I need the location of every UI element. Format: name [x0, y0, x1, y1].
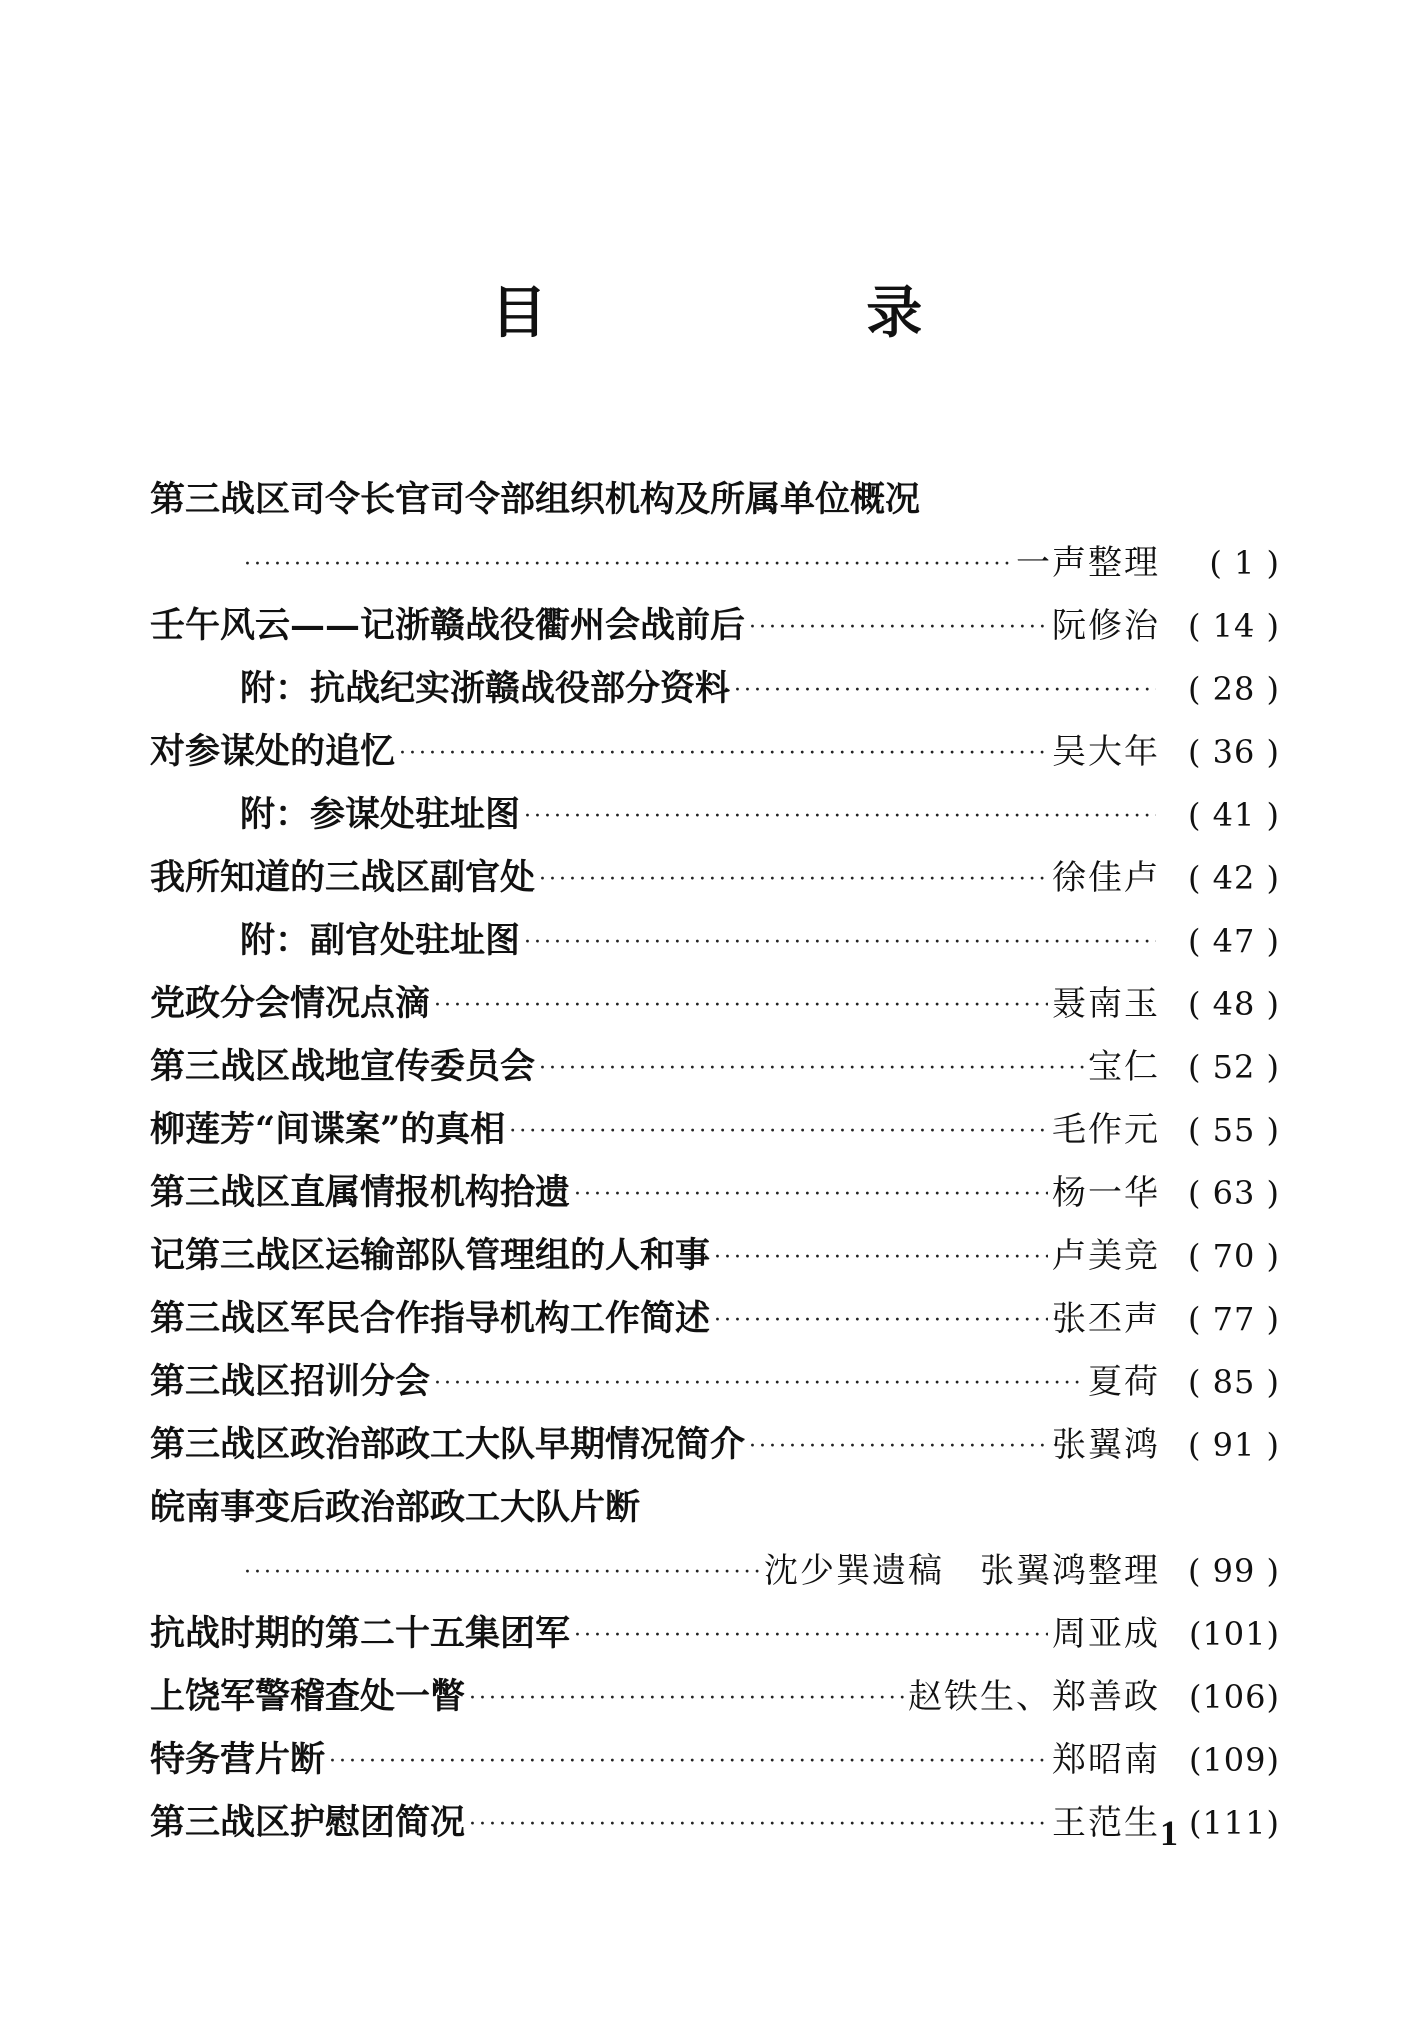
toc-entry-page: ( 48 ) [1187, 985, 1280, 1023]
toc-entry-author: 郑昭南 [1052, 1740, 1160, 1780]
toc-entry [150, 460, 1280, 523]
dot-leader [574, 1621, 1048, 1651]
dot-leader [244, 1558, 760, 1588]
toc-entry-author: 毛作元 [1052, 1110, 1160, 1150]
dot-leader [574, 1180, 1048, 1210]
dot-leader [469, 1684, 904, 1714]
toc-entry-page: ( 99 ) [1187, 1552, 1280, 1590]
toc-entry [150, 1468, 1280, 1531]
page-number: 1 [1160, 1813, 1178, 1853]
toc-entry [150, 649, 1280, 712]
toc-entry [150, 1405, 1280, 1468]
toc-entry [150, 586, 1280, 649]
dot-leader [524, 802, 1156, 832]
toc-entry-page: (111) [1188, 1804, 1280, 1842]
toc-entry [150, 712, 1280, 775]
toc-entry-page: (109) [1188, 1741, 1280, 1779]
toc-entry-author: 卢美竞 [1052, 1236, 1160, 1276]
page-title: 目 录 [490, 280, 1073, 346]
toc-entry-title: 壬午风云——记浙赣战役衢州会战前后 [150, 605, 746, 646]
dot-leader [714, 1243, 1048, 1273]
toc-entry-author: 赵铁生、郑善政 [908, 1677, 1160, 1717]
toc-entry-author: 吴大年 [1052, 732, 1160, 772]
toc-entry [150, 838, 1280, 901]
toc-entry [150, 1027, 1280, 1090]
toc-entry-page: ( 36 ) [1187, 733, 1280, 771]
toc-entry-title: 第三战区政治部政工大队早期情况简介 [150, 1424, 746, 1465]
toc-entry-title: 第三战区直属情报机构拾遗 [150, 1172, 571, 1213]
table-of-contents [150, 460, 1280, 1846]
toc-entry-page: ( 63 ) [1187, 1174, 1280, 1212]
toc-entry-title: 附：副官处驻址图 [240, 920, 521, 961]
dot-leader [329, 1747, 1048, 1777]
toc-entry-author: 阮修治 [1052, 606, 1160, 646]
toc-entry-author: 沈少巽遗稿 张翼鸿整理 [764, 1551, 1160, 1591]
toc-entry [150, 1720, 1280, 1783]
toc-entry-page: ( 55 ) [1187, 1111, 1280, 1149]
toc-entry-page: ( 41 ) [1187, 796, 1280, 834]
dot-leader [714, 1306, 1048, 1336]
toc-entry-title: 第三战区司令长官司令部组织机构及所属单位概况 [150, 479, 921, 520]
dot-leader [244, 550, 1012, 580]
toc-entry-title: 柳莲芳“间谍案”的真相 [150, 1109, 506, 1150]
dot-leader [434, 1369, 1084, 1399]
toc-entry-page: ( 28 ) [1187, 670, 1280, 708]
toc-entry [150, 1153, 1280, 1216]
dot-leader [734, 676, 1156, 706]
toc-entry-author: 周亚成 [1052, 1614, 1160, 1654]
toc-entry-author: 一声整理 [1016, 543, 1160, 583]
dot-leader [399, 739, 1048, 769]
dot-leader [434, 991, 1048, 1021]
toc-entry-page: ( 77 ) [1187, 1300, 1280, 1338]
toc-entry-page: ( 42 ) [1187, 859, 1280, 897]
toc-entry [150, 775, 1280, 838]
toc-entry [150, 1531, 1280, 1594]
toc-entry [150, 964, 1280, 1027]
toc-entry-page: (106) [1188, 1678, 1280, 1716]
toc-entry-title: 对参谋处的追忆 [150, 731, 396, 772]
toc-entry-author: 杨一华 [1052, 1173, 1160, 1213]
toc-entry-title: 特务营片断 [150, 1739, 326, 1780]
toc-entry [150, 1783, 1280, 1846]
toc-entry-page: ( 52 ) [1187, 1048, 1280, 1086]
toc-entry-author: 聂南玉 [1052, 984, 1160, 1024]
toc-entry-author: 夏荷 [1088, 1362, 1160, 1402]
dot-leader [539, 865, 1048, 895]
toc-entry-page: (101) [1188, 1615, 1280, 1653]
toc-entry-author: 徐佳卢 [1052, 858, 1160, 898]
toc-entry-page: ( 1 ) [1209, 544, 1280, 582]
dot-leader [469, 1810, 1048, 1840]
toc-entry-author: 宝仁 [1088, 1047, 1160, 1087]
toc-entry-title: 第三战区战地宣传委员会 [150, 1046, 536, 1087]
toc-entry-title: 抗战时期的第二十五集团军 [150, 1613, 571, 1654]
toc-entry [150, 1216, 1280, 1279]
toc-entry [150, 523, 1280, 586]
toc-entry-title: 记第三战区运输部队管理组的人和事 [150, 1235, 711, 1276]
toc-entry-title: 党政分会情况点滴 [150, 983, 431, 1024]
toc-entry [150, 1090, 1280, 1153]
toc-entry-title: 皖南事变后政治部政工大队片断 [150, 1487, 641, 1528]
toc-entry-title: 我所知道的三战区副官处 [150, 857, 536, 898]
toc-entry [150, 1594, 1280, 1657]
toc-entry [150, 1657, 1280, 1720]
toc-entry [150, 901, 1280, 964]
toc-entry-page: ( 85 ) [1187, 1363, 1280, 1401]
dot-leader [749, 1432, 1048, 1462]
toc-entry-title: 第三战区军民合作指导机构工作简述 [150, 1298, 711, 1339]
toc-entry-page: ( 70 ) [1187, 1237, 1280, 1275]
toc-entry-page: ( 91 ) [1187, 1426, 1280, 1464]
toc-entry-title: 第三战区护慰团简况 [150, 1802, 466, 1843]
dot-leader [749, 613, 1048, 643]
toc-entry-title: 附：参谋处驻址图 [240, 794, 521, 835]
toc-entry-title: 附：抗战纪实浙赣战役部分资料 [240, 668, 731, 709]
toc-entry-page: ( 14 ) [1187, 607, 1280, 645]
dot-leader [509, 1117, 1048, 1147]
dot-leader [524, 928, 1156, 958]
toc-entry-author: 张丕声 [1052, 1299, 1160, 1339]
toc-entry [150, 1279, 1280, 1342]
toc-entry-page: ( 47 ) [1187, 922, 1280, 960]
toc-entry-title: 上饶军警稽查处一瞥 [150, 1676, 466, 1717]
toc-entry [150, 1342, 1280, 1405]
toc-entry-title: 第三战区招训分会 [150, 1361, 431, 1402]
dot-leader [539, 1054, 1084, 1084]
toc-entry-author: 王范生 [1052, 1803, 1160, 1843]
toc-entry-author: 张翼鸿 [1052, 1425, 1160, 1465]
